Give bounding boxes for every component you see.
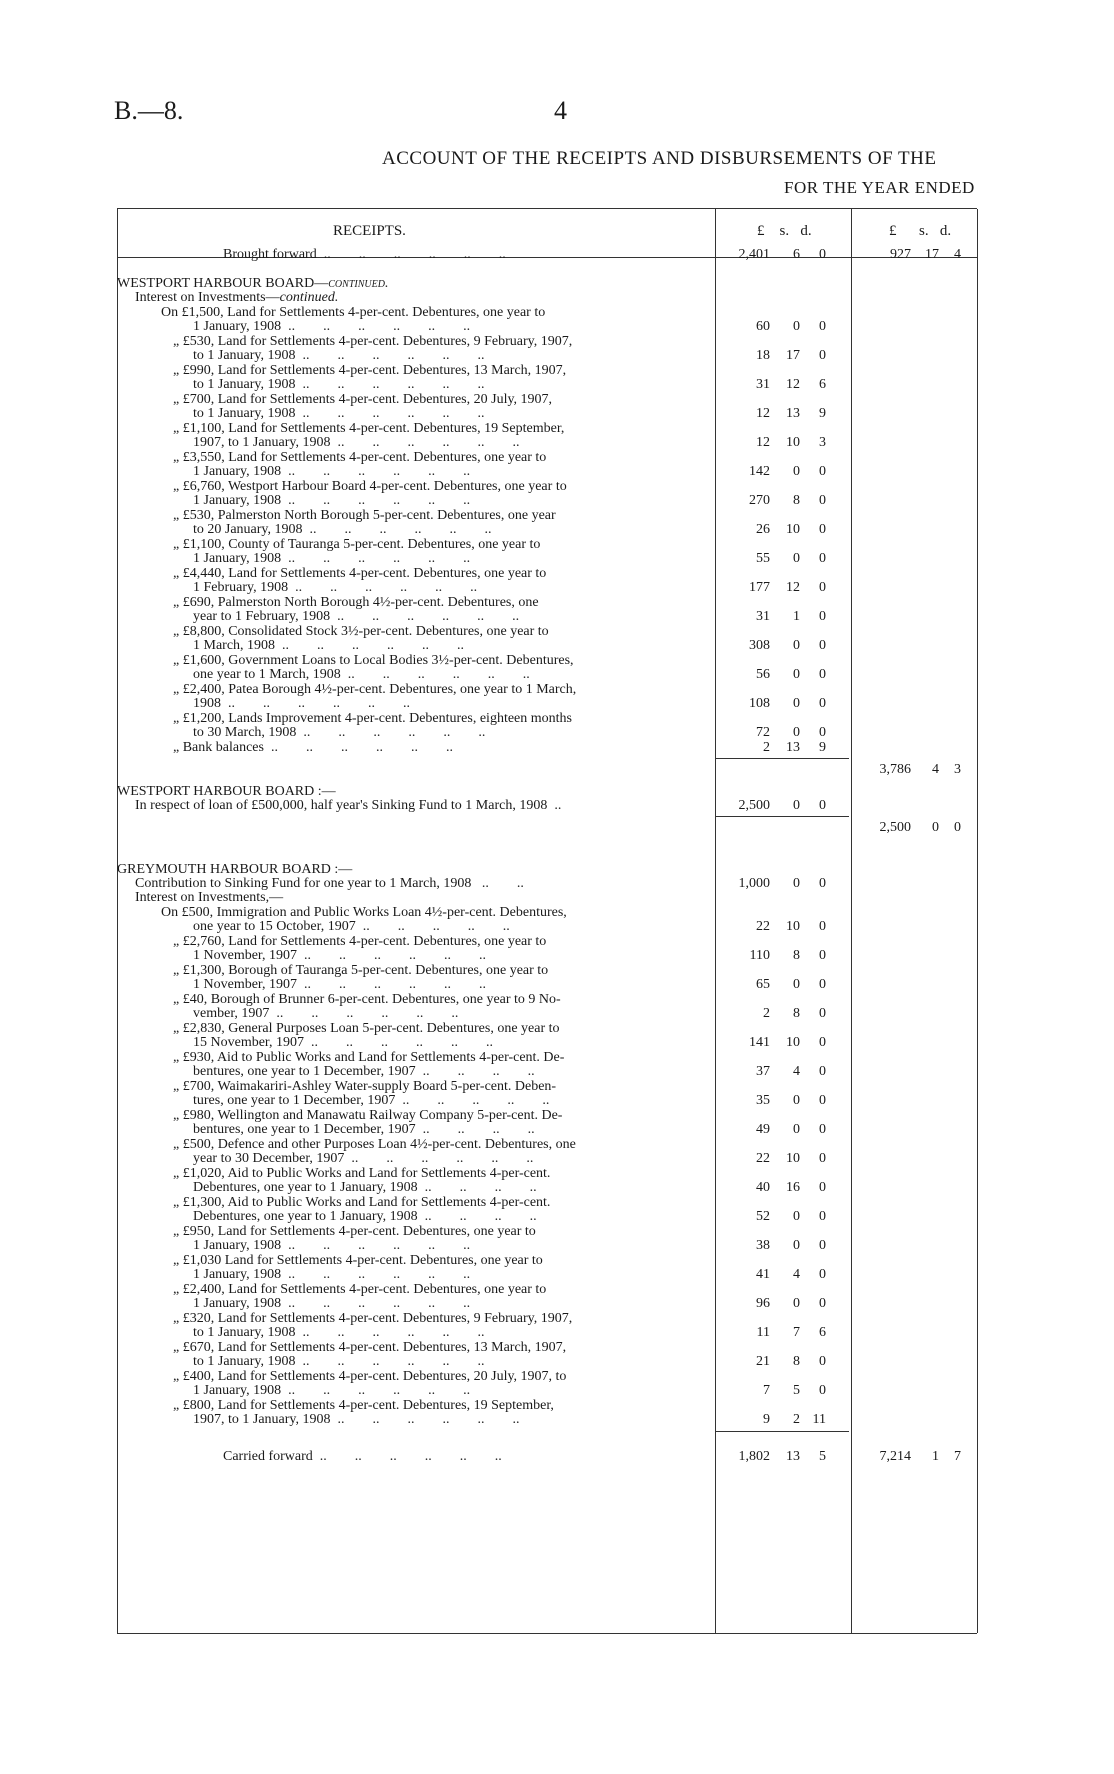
investment-amount	[728, 493, 848, 509]
investment-date: year to 30 December, 1907 .. .. .. .. .. ..	[193, 1151, 534, 1166]
greymouth-contribution-amount-pence: 0	[819, 876, 826, 891]
investment-description: „ £700, Waimakariri-Ashley Water-supply Board 5-per-cent. Deben-	[173, 1079, 557, 1094]
investment-date: 1907, to 1 January, 1908 .. .. .. .. .. ..	[193, 1412, 520, 1427]
investment-date: to 20 January, 1908 .. .. .. .. .. ..	[193, 522, 492, 537]
investment-amount-pence: 0	[819, 1296, 826, 1311]
carried-forward-total	[853, 1449, 977, 1465]
investment-description: „ £4,440, Land for Settlements 4-per-cent. Debentures, one year to	[173, 566, 547, 581]
investment-amount-pence: 0	[819, 1209, 826, 1224]
investment-description: „ £400, Land for Settlements 4-per-cent. Debentures, 20 July, 1907, to	[173, 1369, 567, 1384]
brought-forward-total	[853, 247, 977, 263]
investment-amount-pence: 6	[819, 377, 826, 392]
investment-date: 1 January, 1908 .. .. .. .. .. ..	[193, 493, 471, 508]
investment-description: „ £40, Borough of Brunner 6-per-cent. Debentures, one year to 9 No-	[173, 992, 561, 1007]
investment-amount	[728, 435, 848, 451]
investment-amount-shillings: 5	[793, 1383, 800, 1398]
investment-amount-pounds: 56	[756, 667, 770, 682]
investment-amount-shillings: 8	[793, 1006, 800, 1021]
investment-amount-shillings: 10	[786, 1035, 800, 1050]
investment-amount-pounds: 31	[756, 377, 770, 392]
westport-sinking-total-shillings: 0	[932, 820, 939, 835]
document-reference: B.—8.	[114, 96, 184, 125]
investment-amount-pounds: 108	[749, 696, 770, 711]
investment-amount-shillings: 8	[793, 493, 800, 508]
investment-description: On £500, Immigration and Public Works Loan 4½-per-cent. Debentures,	[161, 905, 567, 920]
investment-amount-shillings: 8	[793, 1354, 800, 1369]
investment-description: „ £2,400, Land for Settlements 4-per-cent. Debentures, one year to	[173, 1282, 547, 1297]
investment-amount-pounds: 7	[763, 1383, 770, 1398]
investment-amount-shillings: 0	[793, 667, 800, 682]
investment-amount-pence: 0	[819, 1151, 826, 1166]
investment-amount-shillings: 10	[786, 919, 800, 934]
investment-amount-pounds: 110	[749, 948, 770, 963]
westport-interest-subheading: Interest on Investments—continued.	[135, 290, 339, 305]
investment-date: Debentures, one year to 1 January, 1908 .. .. .. ..	[193, 1209, 562, 1224]
investment-amount-shillings: 4	[793, 1064, 800, 1079]
investment-amount-shillings: 1	[793, 609, 800, 624]
investment-amount-pence: 0	[819, 1383, 826, 1398]
westport-sinking-amount-pence: 0	[819, 798, 826, 813]
investment-description: „ £980, Wellington and Manawatu Railway Company 5-per-cent. De-	[173, 1108, 563, 1123]
investment-date: to 30 March, 1908 .. .. .. .. .. ..	[193, 725, 486, 740]
investment-amount	[728, 1238, 848, 1254]
investment-date: 1 January, 1908 .. .. .. .. .. ..	[193, 1238, 471, 1253]
investment-amount	[728, 1093, 848, 1109]
investment-amount	[728, 667, 848, 683]
investment-amount-shillings: 0	[793, 1209, 800, 1224]
investment-amount-pence: 3	[819, 435, 826, 450]
carried-forward-amount-pounds: 1,802	[738, 1449, 770, 1464]
investment-amount-pence: 0	[819, 1267, 826, 1282]
investment-amount	[728, 725, 848, 741]
investment-amount-pence: 0	[819, 580, 826, 595]
investment-date: 1 November, 1907 .. .. .. .. .. ..	[193, 948, 487, 963]
page-number: 4	[554, 96, 567, 125]
investment-date: bentures, one year to 1 December, 1907 .. .. .. ..	[193, 1122, 563, 1137]
investment-amount-pounds: 12	[756, 435, 770, 450]
investment-amount-pounds: 65	[756, 977, 770, 992]
investment-amount-shillings: 0	[793, 1296, 800, 1311]
investment-amount-pence: 0	[819, 348, 826, 363]
investment-amount-pounds: 177	[749, 580, 770, 595]
investment-amount	[728, 1122, 848, 1138]
investment-amount	[728, 638, 848, 654]
investment-amount-shillings: 0	[793, 1122, 800, 1137]
investment-amount-pounds: 96	[756, 1296, 770, 1311]
brought-forward-amount-pence: 0	[819, 247, 826, 262]
investment-description: „ £930, Aid to Public Works and Land for Settlements 4-per-cent. De-	[173, 1050, 565, 1065]
investment-amount-pounds: 38	[756, 1238, 770, 1253]
investment-amount-shillings: 0	[793, 551, 800, 566]
greymouth-contribution-label: Contribution to Sinking Fund for one year to 1 March, 1908 .. ..	[135, 876, 524, 891]
investment-amount-pence: 0	[819, 919, 826, 934]
investment-date: 1 January, 1908 .. .. .. .. .. ..	[193, 1296, 471, 1311]
investment-amount	[728, 1412, 848, 1428]
investment-amount-shillings: 0	[793, 1238, 800, 1253]
westport-sinking-total	[853, 820, 977, 836]
investment-description: „ £2,400, Patea Borough 4½-per-cent. Debentures, one year to 1 March,	[173, 682, 577, 697]
bank-balances-amount-pence: 9	[819, 740, 826, 755]
greymouth-contribution-amount-shillings: 0	[793, 876, 800, 891]
investment-amount-pence: 0	[819, 319, 826, 334]
westport-heading: WESTPORT HARBOUR BOARD—continued.	[117, 276, 389, 291]
brought-forward-label: Brought forward .. .. .. .. .. ..	[223, 247, 506, 262]
investment-amount-pence: 0	[819, 696, 826, 711]
westport-sinking-amount	[728, 798, 848, 814]
subtotal-rule	[715, 1431, 849, 1432]
investment-amount	[728, 319, 848, 335]
investment-date: 15 November, 1907 .. .. .. .. .. ..	[193, 1035, 494, 1050]
carried-forward-amount-shillings: 13	[786, 1449, 800, 1464]
westport-interest-total-shillings: 4	[932, 762, 939, 777]
investment-amount-pence: 0	[819, 464, 826, 479]
westport-sinking-total-pounds: 2,500	[879, 820, 911, 835]
westport-sinking-total-pence: 0	[954, 820, 961, 835]
investment-amount	[728, 1267, 848, 1283]
investment-date: 1 January, 1908 .. .. .. .. .. ..	[193, 1383, 471, 1398]
bank-balances-amount-pounds: 2	[763, 740, 770, 755]
investment-date: 1 November, 1907 .. .. .. .. .. ..	[193, 977, 487, 992]
westport-interest-total	[853, 762, 977, 778]
investment-description: „ £1,300, Borough of Tauranga 5-per-cent. Debentures, one year to	[173, 963, 549, 978]
investment-amount-pence: 0	[819, 725, 826, 740]
investment-date: 1 March, 1908 .. .. .. .. .. ..	[193, 638, 465, 653]
investment-date: one year to 1 March, 1908 .. .. .. .. .. ..	[193, 667, 530, 682]
bank-balances-amount-shillings: 13	[786, 740, 800, 755]
investment-amount	[728, 580, 848, 596]
investment-amount	[728, 696, 848, 712]
investment-description: „ £2,760, Land for Settlements 4-per-cent. Debentures, one year to	[173, 934, 547, 949]
investment-amount-shillings: 17	[786, 348, 800, 363]
westport-sinking-line: In respect of loan of £500,000, half year's Sinking Fund to 1 March, 1908 ..	[135, 798, 562, 813]
investment-date: 1 January, 1908 .. .. .. .. .. ..	[193, 464, 471, 479]
investment-date: 1 February, 1908 .. .. .. .. .. ..	[193, 580, 478, 595]
investment-description: „ £530, Land for Settlements 4-per-cent. Debentures, 9 February, 1907,	[173, 334, 573, 349]
investment-date: to 1 January, 1908 .. .. .. .. .. ..	[193, 1354, 485, 1369]
subtotal-rule	[715, 758, 849, 759]
investment-description: „ £6,760, Westport Harbour Board 4-per-cent. Debentures, one year to	[173, 479, 567, 494]
investment-amount-shillings: 12	[786, 580, 800, 595]
westport-interest-total-pounds: 3,786	[879, 762, 911, 777]
account-subtitle: FOR THE YEAR ENDED	[784, 178, 975, 197]
investment-amount-pence: 0	[819, 522, 826, 537]
westport-sinking-amount-pounds: 2,500	[738, 798, 770, 813]
investment-amount-shillings: 0	[793, 1093, 800, 1108]
investment-date: to 1 January, 1908 .. .. .. .. .. ..	[193, 377, 485, 392]
westport-sinking-amount-shillings: 0	[793, 798, 800, 813]
investment-amount	[728, 1209, 848, 1225]
investment-amount-pounds: 40	[756, 1180, 770, 1195]
investment-description: „ £670, Land for Settlements 4-per-cent. Debentures, 13 March, 1907,	[173, 1340, 567, 1355]
investment-amount-pence: 0	[819, 1093, 826, 1108]
investment-amount-pounds: 22	[756, 919, 770, 934]
investment-amount-shillings: 16	[786, 1180, 800, 1195]
investment-amount-pence: 0	[819, 1035, 826, 1050]
investment-amount-shillings: 10	[786, 435, 800, 450]
investment-description: „ £800, Land for Settlements 4-per-cent. Debentures, 19 September,	[173, 1398, 554, 1413]
investment-description: „ £1,030 Land for Settlements 4-per-cent. Debentures, one year to	[173, 1253, 543, 1268]
investment-amount	[728, 348, 848, 364]
investment-amount-pounds: 11	[756, 1325, 770, 1340]
carried-forward-total-pence: 7	[954, 1449, 961, 1464]
investment-amount	[728, 1006, 848, 1022]
investment-amount-pence: 0	[819, 1064, 826, 1079]
investment-date: tures, one year to 1 December, 1907 .. .. .. .. ..	[193, 1093, 553, 1108]
investment-amount-pounds: 9	[763, 1412, 770, 1427]
brought-forward-total-shillings: 17	[925, 247, 939, 262]
investment-date: to 1 January, 1908 .. .. .. .. .. ..	[193, 1325, 485, 1340]
investment-amount-shillings: 4	[793, 1267, 800, 1282]
investment-amount	[728, 1151, 848, 1167]
investment-description: „ £2,830, General Purposes Loan 5-per-cent. Debentures, one year to	[173, 1021, 560, 1036]
greymouth-contribution-amount-pounds: 1,000	[738, 876, 770, 891]
investment-description: „ £1,600, Government Loans to Local Bodies 3½-per-cent. Debentures,	[173, 653, 574, 668]
investment-amount-pounds: 49	[756, 1122, 770, 1137]
investment-amount-shillings: 0	[793, 977, 800, 992]
receipts-column-header: RECEIPTS.	[333, 223, 406, 239]
investment-amount-shillings: 0	[793, 725, 800, 740]
greymouth-heading: GREYMOUTH HARBOUR BOARD :—	[117, 862, 353, 877]
investment-amount-shillings: 10	[786, 1151, 800, 1166]
investment-amount-pounds: 35	[756, 1093, 770, 1108]
investment-amount-pounds: 31	[756, 609, 770, 624]
investment-amount-pounds: 308	[749, 638, 770, 653]
investment-amount-pence: 0	[819, 948, 826, 963]
investment-description: „ £320, Land for Settlements 4-per-cent. Debentures, 9 February, 1907,	[173, 1311, 573, 1326]
investment-amount-shillings: 0	[793, 696, 800, 711]
investment-amount-pence: 0	[819, 551, 826, 566]
investment-amount-pence: 0	[819, 1006, 826, 1021]
investment-amount-pence: 0	[819, 1238, 826, 1253]
investment-date: vember, 1907 .. .. .. .. .. ..	[193, 1006, 459, 1021]
lsd-column-header: £ s. d.	[757, 223, 812, 239]
investment-amount-shillings: 13	[786, 406, 800, 421]
investment-amount-pounds: 22	[756, 1151, 770, 1166]
investment-amount	[728, 1325, 848, 1341]
investment-description: „ £500, Defence and other Purposes Loan 4½-per-cent. Debentures, one	[173, 1137, 576, 1152]
greymouth-interest-subheading: Interest on Investments,—	[135, 890, 284, 905]
investment-amount-pence: 6	[819, 1325, 826, 1340]
brought-forward-amount-pounds: 2,401	[738, 247, 770, 262]
investment-description: „ £530, Palmerston North Borough 5-per-cent. Debentures, one year	[173, 508, 556, 523]
investment-amount-pence: 0	[819, 667, 826, 682]
investment-description: „ £1,100, Land for Settlements 4-per-cent. Debentures, 19 September,	[173, 421, 565, 436]
investment-description: „ £700, Land for Settlements 4-per-cent. Debentures, 20 July, 1907,	[173, 392, 553, 407]
subtotal-rule	[715, 816, 849, 817]
investment-description: „ £1,100, County of Tauranga 5-per-cent. Debentures, one year to	[173, 537, 541, 552]
investment-description: „ £990, Land for Settlements 4-per-cent. Debentures, 13 March, 1907,	[173, 363, 567, 378]
investment-amount	[728, 522, 848, 538]
brought-forward-amount-shillings: 6	[793, 247, 800, 262]
investment-amount	[728, 1296, 848, 1312]
westport-sinking-heading: WESTPORT HARBOUR BOARD :—	[117, 784, 336, 799]
investment-amount-shillings: 0	[793, 464, 800, 479]
ledger-column-rule	[851, 209, 852, 1633]
investment-amount-pence: 0	[819, 609, 826, 624]
ledger-column-rule	[715, 209, 716, 1633]
investment-amount-pounds: 142	[749, 464, 770, 479]
investment-amount-pounds: 52	[756, 1209, 770, 1224]
ledger-left-rule	[117, 209, 118, 1633]
investment-amount-pence: 0	[819, 1122, 826, 1137]
investment-amount-pounds: 2	[763, 1006, 770, 1021]
investment-amount-pounds: 21	[756, 1354, 770, 1369]
investment-amount-shillings: 10	[786, 522, 800, 537]
investment-amount-pence: 0	[819, 977, 826, 992]
investment-amount	[728, 377, 848, 393]
investment-description: „ £690, Palmerston North Borough 4½-per-cent. Debentures, one	[173, 595, 539, 610]
investment-amount-pence: 0	[819, 638, 826, 653]
investment-amount-pounds: 270	[749, 493, 770, 508]
investment-amount-pounds: 72	[756, 725, 770, 740]
brought-forward-amount	[728, 247, 848, 263]
investment-description: On £1,500, Land for Settlements 4-per-cent. Debentures, one year to	[161, 305, 546, 320]
bank-balances-amount	[728, 740, 848, 756]
investment-amount-pounds: 12	[756, 406, 770, 421]
investment-date: 1 January, 1908 .. .. .. .. .. ..	[193, 551, 471, 566]
investment-amount	[728, 977, 848, 993]
investment-date: 1908 .. .. .. .. .. ..	[193, 696, 410, 711]
investment-amount-shillings: 8	[793, 948, 800, 963]
investment-amount-shillings: 2	[793, 1412, 800, 1427]
investment-amount-pounds: 55	[756, 551, 770, 566]
investment-amount-pounds: 141	[749, 1035, 770, 1050]
investment-amount	[728, 464, 848, 480]
investment-date: 1 January, 1908 .. .. .. .. .. ..	[193, 1267, 471, 1282]
investment-date: Debentures, one year to 1 January, 1908 .. .. .. ..	[193, 1180, 562, 1195]
carried-forward-label: Carried forward .. .. .. .. .. ..	[223, 1449, 502, 1464]
investment-amount	[728, 1064, 848, 1080]
investment-amount-pence: 0	[819, 1180, 826, 1195]
investment-date: bentures, one year to 1 December, 1907 .. .. .. ..	[193, 1064, 563, 1079]
carried-forward-amount-pence: 5	[819, 1449, 826, 1464]
account-title: ACCOUNT OF THE RECEIPTS AND DISBURSEMENTS OF THE	[382, 148, 937, 169]
investment-date: to 1 January, 1908 .. .. .. .. .. ..	[193, 406, 485, 421]
investment-description: „ £950, Land for Settlements 4-per-cent. Debentures, one year to	[173, 1224, 536, 1239]
investment-amount-pence: 11	[812, 1412, 826, 1427]
investment-amount-pounds: 37	[756, 1064, 770, 1079]
investment-description: „ £1,200, Lands Improvement 4-per-cent. Debentures, eighteen months	[173, 711, 572, 726]
investment-description: „ £3,550, Land for Settlements 4-per-cent. Debentures, one year to	[173, 450, 547, 465]
carried-forward-amount	[728, 1449, 848, 1465]
brought-forward-total-pence: 4	[954, 247, 961, 262]
lsd-total-column-header: £ s. d.	[889, 223, 952, 239]
investment-date: year to 1 February, 1908 .. .. .. .. .. ..	[193, 609, 520, 624]
investment-date: 1 January, 1908 .. .. .. .. .. ..	[193, 319, 471, 334]
receipts-ledger	[117, 208, 977, 1634]
investment-amount	[728, 948, 848, 964]
brought-forward-total-pounds: 927	[890, 247, 911, 262]
investment-date: 1907, to 1 January, 1908 .. .. .. .. .. ..	[193, 435, 520, 450]
carried-forward-total-pounds: 7,214	[879, 1449, 911, 1464]
westport-interest-total-pence: 3	[954, 762, 961, 777]
investment-amount-pence: 9	[819, 406, 826, 421]
investment-amount-pence: 0	[819, 493, 826, 508]
investment-amount-pounds: 26	[756, 522, 770, 537]
investment-amount	[728, 406, 848, 422]
investment-date: to 1 January, 1908 .. .. .. .. .. ..	[193, 348, 485, 363]
investment-amount-pounds: 60	[756, 319, 770, 334]
ledger-right-rule	[977, 209, 978, 1633]
investment-description: „ £8,800, Consolidated Stock 3½-per-cent. Debentures, one year to	[173, 624, 549, 639]
investment-amount	[728, 551, 848, 567]
investment-amount-shillings: 12	[786, 377, 800, 392]
investment-amount	[728, 1180, 848, 1196]
investment-description: „ £1,020, Aid to Public Works and Land for Settlements 4-per-cent.	[173, 1166, 551, 1181]
investment-amount-pounds: 41	[756, 1267, 770, 1282]
bank-balances-label: „ Bank balances .. .. .. .. .. ..	[173, 740, 453, 755]
investment-date: one year to 15 October, 1907 .. .. .. .. ..	[193, 919, 538, 934]
investment-amount-pounds: 18	[756, 348, 770, 363]
investment-amount	[728, 609, 848, 625]
carried-forward-total-shillings: 1	[932, 1449, 939, 1464]
investment-amount-shillings: 7	[793, 1325, 800, 1340]
investment-amount	[728, 1035, 848, 1051]
investment-description: „ £1,300, Aid to Public Works and Land for Settlements 4-per-cent.	[173, 1195, 551, 1210]
investment-amount	[728, 1354, 848, 1370]
greymouth-contribution-amount	[728, 876, 848, 892]
investment-amount-pence: 0	[819, 1354, 826, 1369]
investment-amount	[728, 919, 848, 935]
investment-amount	[728, 1383, 848, 1399]
investment-amount-shillings: 0	[793, 638, 800, 653]
investment-amount-shillings: 0	[793, 319, 800, 334]
